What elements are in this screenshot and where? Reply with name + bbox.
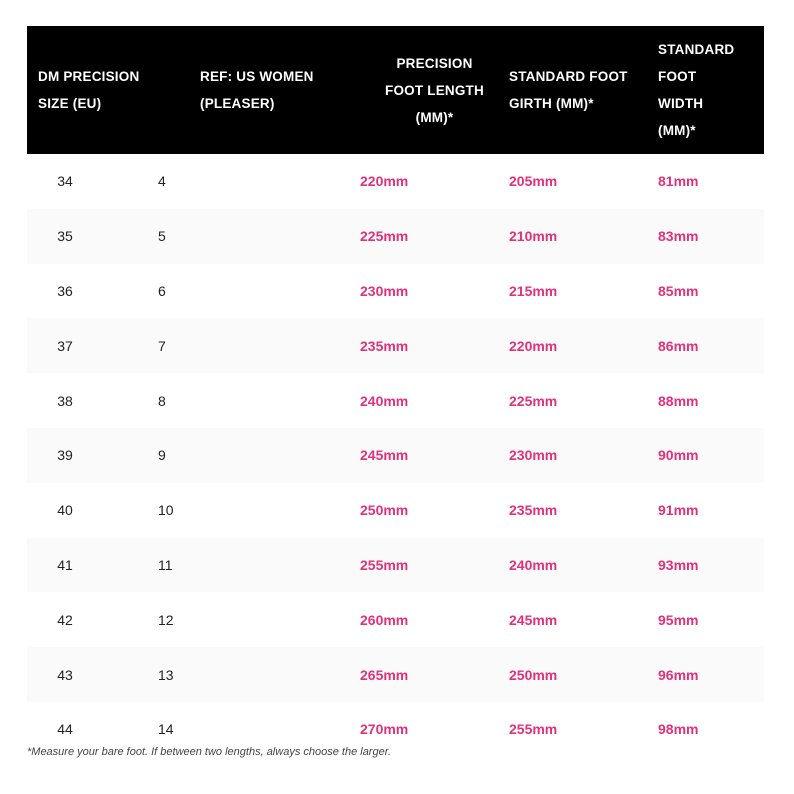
foot-length-cell: 250mm xyxy=(360,502,409,519)
us-size-cell: 8 xyxy=(158,392,166,409)
us-size-cell: 10 xyxy=(158,502,174,519)
table-row xyxy=(27,264,764,319)
size-chart-table xyxy=(27,26,764,757)
eu-size-cell: 41 xyxy=(57,556,73,573)
table-row xyxy=(27,373,764,428)
table-row xyxy=(27,592,764,647)
foot-girth-cell: 225mm xyxy=(509,392,558,409)
table-row xyxy=(27,209,764,264)
foot-width-cell: 88mm xyxy=(658,392,699,409)
us-size-cell: 9 xyxy=(158,447,166,464)
foot-width-cell: 90mm xyxy=(658,447,699,464)
us-size-cell: 12 xyxy=(158,611,174,628)
eu-size-cell: 40 xyxy=(57,502,73,519)
us-size-cell: 13 xyxy=(158,666,174,683)
foot-length-cell: 260mm xyxy=(360,611,409,628)
us-size-cell: 7 xyxy=(158,337,166,354)
foot-width-cell: 85mm xyxy=(658,282,699,299)
table-body xyxy=(27,154,764,757)
header-us-women: REF: US WOMEN (PLEASER) xyxy=(200,69,314,111)
foot-length-cell: 245mm xyxy=(360,447,409,464)
foot-width-cell: 86mm xyxy=(658,337,699,354)
footnote: *Measure your bare foot. If between two lengths, always choose the larger. xyxy=(27,746,392,758)
table-header-row xyxy=(27,26,764,154)
header-eu-size: DM PRECISION SIZE (EU) xyxy=(38,69,140,111)
foot-girth-cell: 235mm xyxy=(509,502,558,519)
foot-girth-cell: 215mm xyxy=(509,282,558,299)
foot-length-cell: 225mm xyxy=(360,228,409,245)
eu-size-cell: 38 xyxy=(57,392,73,409)
foot-width-cell: 95mm xyxy=(658,611,699,628)
table-row xyxy=(27,483,764,538)
table-row xyxy=(27,538,764,593)
foot-length-cell: 265mm xyxy=(360,666,409,683)
foot-length-cell: 220mm xyxy=(360,173,409,190)
foot-girth-cell: 220mm xyxy=(509,337,558,354)
table-row xyxy=(27,647,764,702)
eu-size-cell: 44 xyxy=(57,721,73,738)
eu-size-cell: 35 xyxy=(57,228,73,245)
foot-length-cell: 235mm xyxy=(360,337,409,354)
foot-length-cell: 270mm xyxy=(360,721,409,738)
us-size-cell: 4 xyxy=(158,173,166,190)
foot-width-cell: 98mm xyxy=(658,721,699,738)
header-foot-length: PRECISION FOOT LENGTH (MM)* xyxy=(385,55,484,125)
foot-girth-cell: 230mm xyxy=(509,447,558,464)
foot-width-cell: 83mm xyxy=(658,228,699,245)
table-row xyxy=(27,154,764,209)
eu-size-cell: 34 xyxy=(57,173,73,190)
us-size-cell: 5 xyxy=(158,228,166,245)
header-foot-girth: STANDARD FOOT GIRTH (MM)* xyxy=(509,69,628,111)
foot-width-cell: 93mm xyxy=(658,556,699,573)
eu-size-cell: 42 xyxy=(57,611,73,628)
us-size-cell: 14 xyxy=(158,721,174,738)
table-row xyxy=(27,318,764,373)
foot-girth-cell: 240mm xyxy=(509,556,558,573)
foot-girth-cell: 205mm xyxy=(509,173,558,190)
eu-size-cell: 39 xyxy=(57,447,73,464)
eu-size-cell: 37 xyxy=(57,337,73,354)
foot-length-cell: 255mm xyxy=(360,556,409,573)
us-size-cell: 6 xyxy=(158,282,166,299)
foot-width-cell: 81mm xyxy=(658,173,699,190)
foot-girth-cell: 255mm xyxy=(509,721,558,738)
eu-size-cell: 36 xyxy=(57,282,73,299)
foot-width-cell: 91mm xyxy=(658,502,699,519)
foot-girth-cell: 210mm xyxy=(509,228,558,245)
eu-size-cell: 43 xyxy=(57,666,73,683)
foot-length-cell: 230mm xyxy=(360,282,409,299)
foot-girth-cell: 250mm xyxy=(509,666,558,683)
header-foot-width: STANDARD FOOT WIDTH (MM)* xyxy=(658,42,735,138)
foot-length-cell: 240mm xyxy=(360,392,409,409)
table-row xyxy=(27,428,764,483)
us-size-cell: 11 xyxy=(158,556,173,573)
foot-width-cell: 96mm xyxy=(658,666,699,683)
foot-girth-cell: 245mm xyxy=(509,611,558,628)
